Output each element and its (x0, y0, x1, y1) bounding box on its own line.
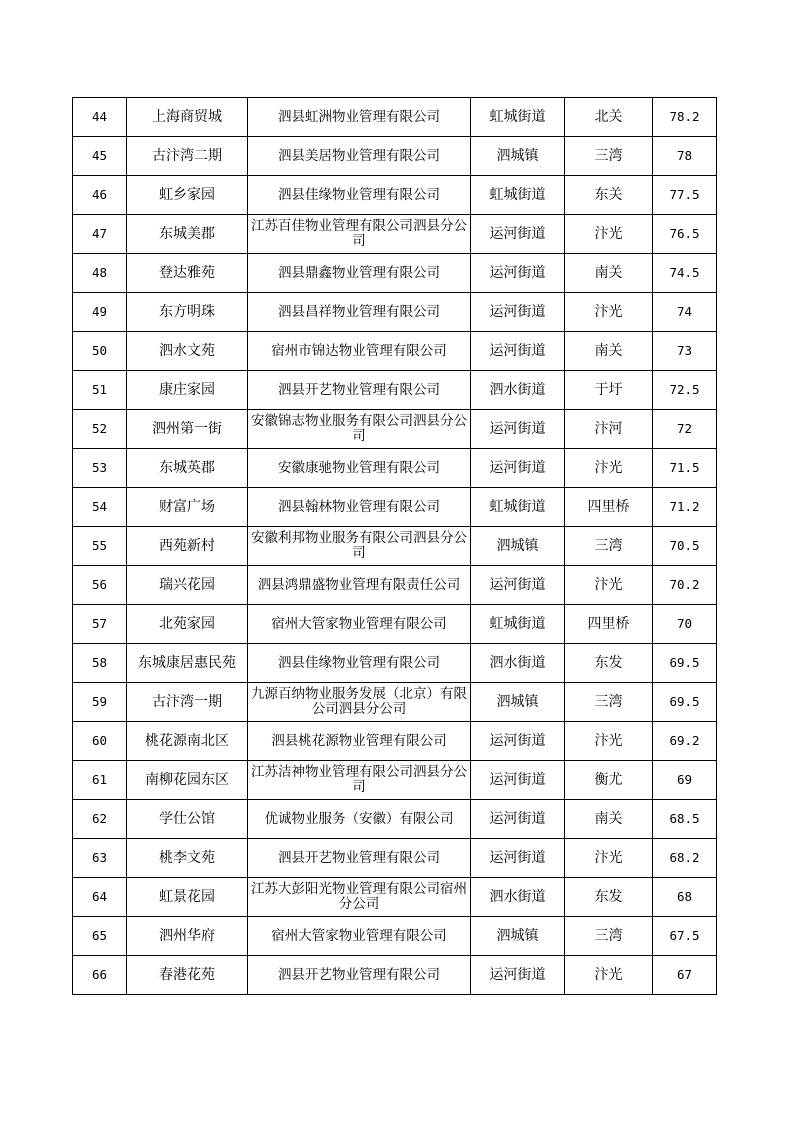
neighborhood-name-cell: 三湾 (565, 137, 653, 176)
neighborhood-name-cell: 汴光 (565, 566, 653, 605)
neighborhood-name-cell: 汴河 (565, 410, 653, 449)
score-cell: 72.5 (653, 371, 717, 410)
street-name-cell: 运河街道 (471, 956, 565, 995)
table-row (73, 98, 717, 137)
neighborhood-name-cell: 汴光 (565, 293, 653, 332)
table-row (73, 254, 717, 293)
community-name-cell: 古汴湾二期 (127, 137, 248, 176)
row-number-cell: 48 (73, 254, 127, 293)
table-row (73, 917, 717, 956)
neighborhood-name-cell: 四里桥 (565, 605, 653, 644)
street-name-cell: 运河街道 (471, 800, 565, 839)
row-number-cell: 49 (73, 293, 127, 332)
row-number-cell: 44 (73, 98, 127, 137)
row-number-cell: 59 (73, 683, 127, 722)
row-number-cell: 63 (73, 839, 127, 878)
neighborhood-name-cell: 衡尤 (565, 761, 653, 800)
neighborhood-name-cell: 东关 (565, 176, 653, 215)
property-company-cell: 泗县开艺物业管理有限公司 (248, 371, 471, 410)
community-name-cell: 东城英郡 (127, 449, 248, 488)
row-number-cell: 57 (73, 605, 127, 644)
score-cell: 67 (653, 956, 717, 995)
score-cell: 77.5 (653, 176, 717, 215)
community-name-cell: 学仕公馆 (127, 800, 248, 839)
property-company-cell: 安徽利邦物业服务有限公司泗县分公司 (248, 527, 471, 566)
street-name-cell: 泗水街道 (471, 371, 565, 410)
community-name-cell: 东城美郡 (127, 215, 248, 254)
street-name-cell: 运河街道 (471, 410, 565, 449)
property-company-cell: 优诚物业服务（安徽）有限公司 (248, 800, 471, 839)
street-name-cell: 泗水街道 (471, 878, 565, 917)
community-name-cell: 春港花苑 (127, 956, 248, 995)
property-company-cell: 泗县开艺物业管理有限公司 (248, 839, 471, 878)
community-name-cell: 泗州第一街 (127, 410, 248, 449)
row-number-cell: 60 (73, 722, 127, 761)
neighborhood-name-cell: 汴光 (565, 956, 653, 995)
score-cell: 70.2 (653, 566, 717, 605)
street-name-cell: 运河街道 (471, 332, 565, 371)
row-number-cell: 45 (73, 137, 127, 176)
table-row (73, 683, 717, 722)
neighborhood-name-cell: 南关 (565, 800, 653, 839)
property-company-cell: 江苏大彭阳光物业管理有限公司宿州分公司 (248, 878, 471, 917)
score-cell: 71.5 (653, 449, 717, 488)
neighborhood-name-cell: 三湾 (565, 683, 653, 722)
neighborhood-name-cell: 汴光 (565, 839, 653, 878)
score-cell: 76.5 (653, 215, 717, 254)
community-name-cell: 康庄家园 (127, 371, 248, 410)
table-row (73, 449, 717, 488)
community-name-cell: 古汴湾一期 (127, 683, 248, 722)
table-row (73, 878, 717, 917)
property-company-cell: 宿州市锦达物业管理有限公司 (248, 332, 471, 371)
community-name-cell: 财富广场 (127, 488, 248, 527)
table-row (73, 488, 717, 527)
property-company-cell: 泗县翰林物业管理有限公司 (248, 488, 471, 527)
community-name-cell: 西苑新村 (127, 527, 248, 566)
street-name-cell: 虹城街道 (471, 98, 565, 137)
community-name-cell: 泗水文苑 (127, 332, 248, 371)
row-number-cell: 62 (73, 800, 127, 839)
neighborhood-name-cell: 三湾 (565, 917, 653, 956)
row-number-cell: 51 (73, 371, 127, 410)
row-number-cell: 52 (73, 410, 127, 449)
table-row (73, 371, 717, 410)
neighborhood-name-cell: 汴光 (565, 449, 653, 488)
table-row (73, 332, 717, 371)
row-number-cell: 56 (73, 566, 127, 605)
neighborhood-name-cell: 东发 (565, 878, 653, 917)
street-name-cell: 虹城街道 (471, 488, 565, 527)
table-row (73, 644, 717, 683)
table-row (73, 293, 717, 332)
score-cell: 72 (653, 410, 717, 449)
community-name-cell: 东城康居惠民苑 (127, 644, 248, 683)
street-name-cell: 泗城镇 (471, 683, 565, 722)
street-name-cell: 运河街道 (471, 254, 565, 293)
score-cell: 69.2 (653, 722, 717, 761)
row-number-cell: 47 (73, 215, 127, 254)
score-cell: 68 (653, 878, 717, 917)
street-name-cell: 运河街道 (471, 839, 565, 878)
neighborhood-name-cell: 汴光 (565, 722, 653, 761)
property-company-cell: 泗县佳缘物业管理有限公司 (248, 644, 471, 683)
community-name-cell: 南柳花园东区 (127, 761, 248, 800)
street-name-cell: 运河街道 (471, 293, 565, 332)
score-cell: 69 (653, 761, 717, 800)
score-cell: 70 (653, 605, 717, 644)
table-row (73, 176, 717, 215)
score-cell: 73 (653, 332, 717, 371)
property-company-cell: 宿州大管家物业管理有限公司 (248, 917, 471, 956)
street-name-cell: 运河街道 (471, 722, 565, 761)
property-company-cell: 九源百纳物业服务发展（北京）有限公司泗县分公司 (248, 683, 471, 722)
property-company-cell: 泗县开艺物业管理有限公司 (248, 956, 471, 995)
community-name-cell: 桃李文苑 (127, 839, 248, 878)
community-name-cell: 桃花源南北区 (127, 722, 248, 761)
property-company-cell: 泗县佳缘物业管理有限公司 (248, 176, 471, 215)
row-number-cell: 66 (73, 956, 127, 995)
street-name-cell: 泗城镇 (471, 527, 565, 566)
row-number-cell: 58 (73, 644, 127, 683)
score-cell: 69.5 (653, 644, 717, 683)
row-number-cell: 61 (73, 761, 127, 800)
neighborhood-name-cell: 四里桥 (565, 488, 653, 527)
street-name-cell: 泗城镇 (471, 137, 565, 176)
row-number-cell: 54 (73, 488, 127, 527)
community-name-cell: 登达雅苑 (127, 254, 248, 293)
neighborhood-name-cell: 汴光 (565, 215, 653, 254)
street-name-cell: 泗水街道 (471, 644, 565, 683)
street-name-cell: 虹城街道 (471, 605, 565, 644)
street-name-cell: 泗城镇 (471, 917, 565, 956)
row-number-cell: 64 (73, 878, 127, 917)
property-company-cell: 江苏洁神物业管理有限公司泗县分公司 (248, 761, 471, 800)
score-cell: 70.5 (653, 527, 717, 566)
street-name-cell: 运河街道 (471, 761, 565, 800)
score-cell: 74.5 (653, 254, 717, 293)
neighborhood-name-cell: 北关 (565, 98, 653, 137)
property-company-cell: 安徽锦志物业服务有限公司泗县分公司 (248, 410, 471, 449)
score-cell: 68.5 (653, 800, 717, 839)
property-company-cell: 泗县桃花源物业管理有限公司 (248, 722, 471, 761)
score-cell: 71.2 (653, 488, 717, 527)
table-row (73, 215, 717, 254)
property-company-cell: 泗县虹洲物业管理有限公司 (248, 98, 471, 137)
community-name-cell: 东方明珠 (127, 293, 248, 332)
table-row (73, 800, 717, 839)
community-name-cell: 瑞兴花园 (127, 566, 248, 605)
neighborhood-name-cell: 三湾 (565, 527, 653, 566)
table-row (73, 761, 717, 800)
table-row (73, 605, 717, 644)
community-name-cell: 上海商贸城 (127, 98, 248, 137)
table-row (73, 527, 717, 566)
property-company-cell: 泗县昌祥物业管理有限公司 (248, 293, 471, 332)
property-company-cell: 泗县鸿鼎盛物业管理有限责任公司 (248, 566, 471, 605)
score-cell: 74 (653, 293, 717, 332)
neighborhood-name-cell: 南关 (565, 332, 653, 371)
table-body (73, 98, 717, 995)
property-company-cell: 江苏百佳物业管理有限公司泗县分公司 (248, 215, 471, 254)
table-row (73, 956, 717, 995)
score-cell: 68.2 (653, 839, 717, 878)
score-cell: 69.5 (653, 683, 717, 722)
table-row (73, 722, 717, 761)
property-ranking-table (72, 97, 717, 995)
score-cell: 78.2 (653, 98, 717, 137)
street-name-cell: 运河街道 (471, 449, 565, 488)
street-name-cell: 运河街道 (471, 566, 565, 605)
score-cell: 78 (653, 137, 717, 176)
street-name-cell: 运河街道 (471, 215, 565, 254)
neighborhood-name-cell: 南关 (565, 254, 653, 293)
community-name-cell: 北苑家园 (127, 605, 248, 644)
row-number-cell: 55 (73, 527, 127, 566)
community-name-cell: 泗州华府 (127, 917, 248, 956)
community-name-cell: 虹景花园 (127, 878, 248, 917)
score-cell: 67.5 (653, 917, 717, 956)
row-number-cell: 65 (73, 917, 127, 956)
street-name-cell: 虹城街道 (471, 176, 565, 215)
neighborhood-name-cell: 于圩 (565, 371, 653, 410)
community-name-cell: 虹乡家园 (127, 176, 248, 215)
property-company-cell: 安徽康驰物业管理有限公司 (248, 449, 471, 488)
property-company-cell: 泗县美居物业管理有限公司 (248, 137, 471, 176)
table-row (73, 566, 717, 605)
row-number-cell: 46 (73, 176, 127, 215)
table-row (73, 410, 717, 449)
table-row (73, 839, 717, 878)
row-number-cell: 50 (73, 332, 127, 371)
property-company-cell: 宿州大管家物业管理有限公司 (248, 605, 471, 644)
table-row (73, 137, 717, 176)
neighborhood-name-cell: 东发 (565, 644, 653, 683)
property-company-cell: 泗县鼎鑫物业管理有限公司 (248, 254, 471, 293)
row-number-cell: 53 (73, 449, 127, 488)
